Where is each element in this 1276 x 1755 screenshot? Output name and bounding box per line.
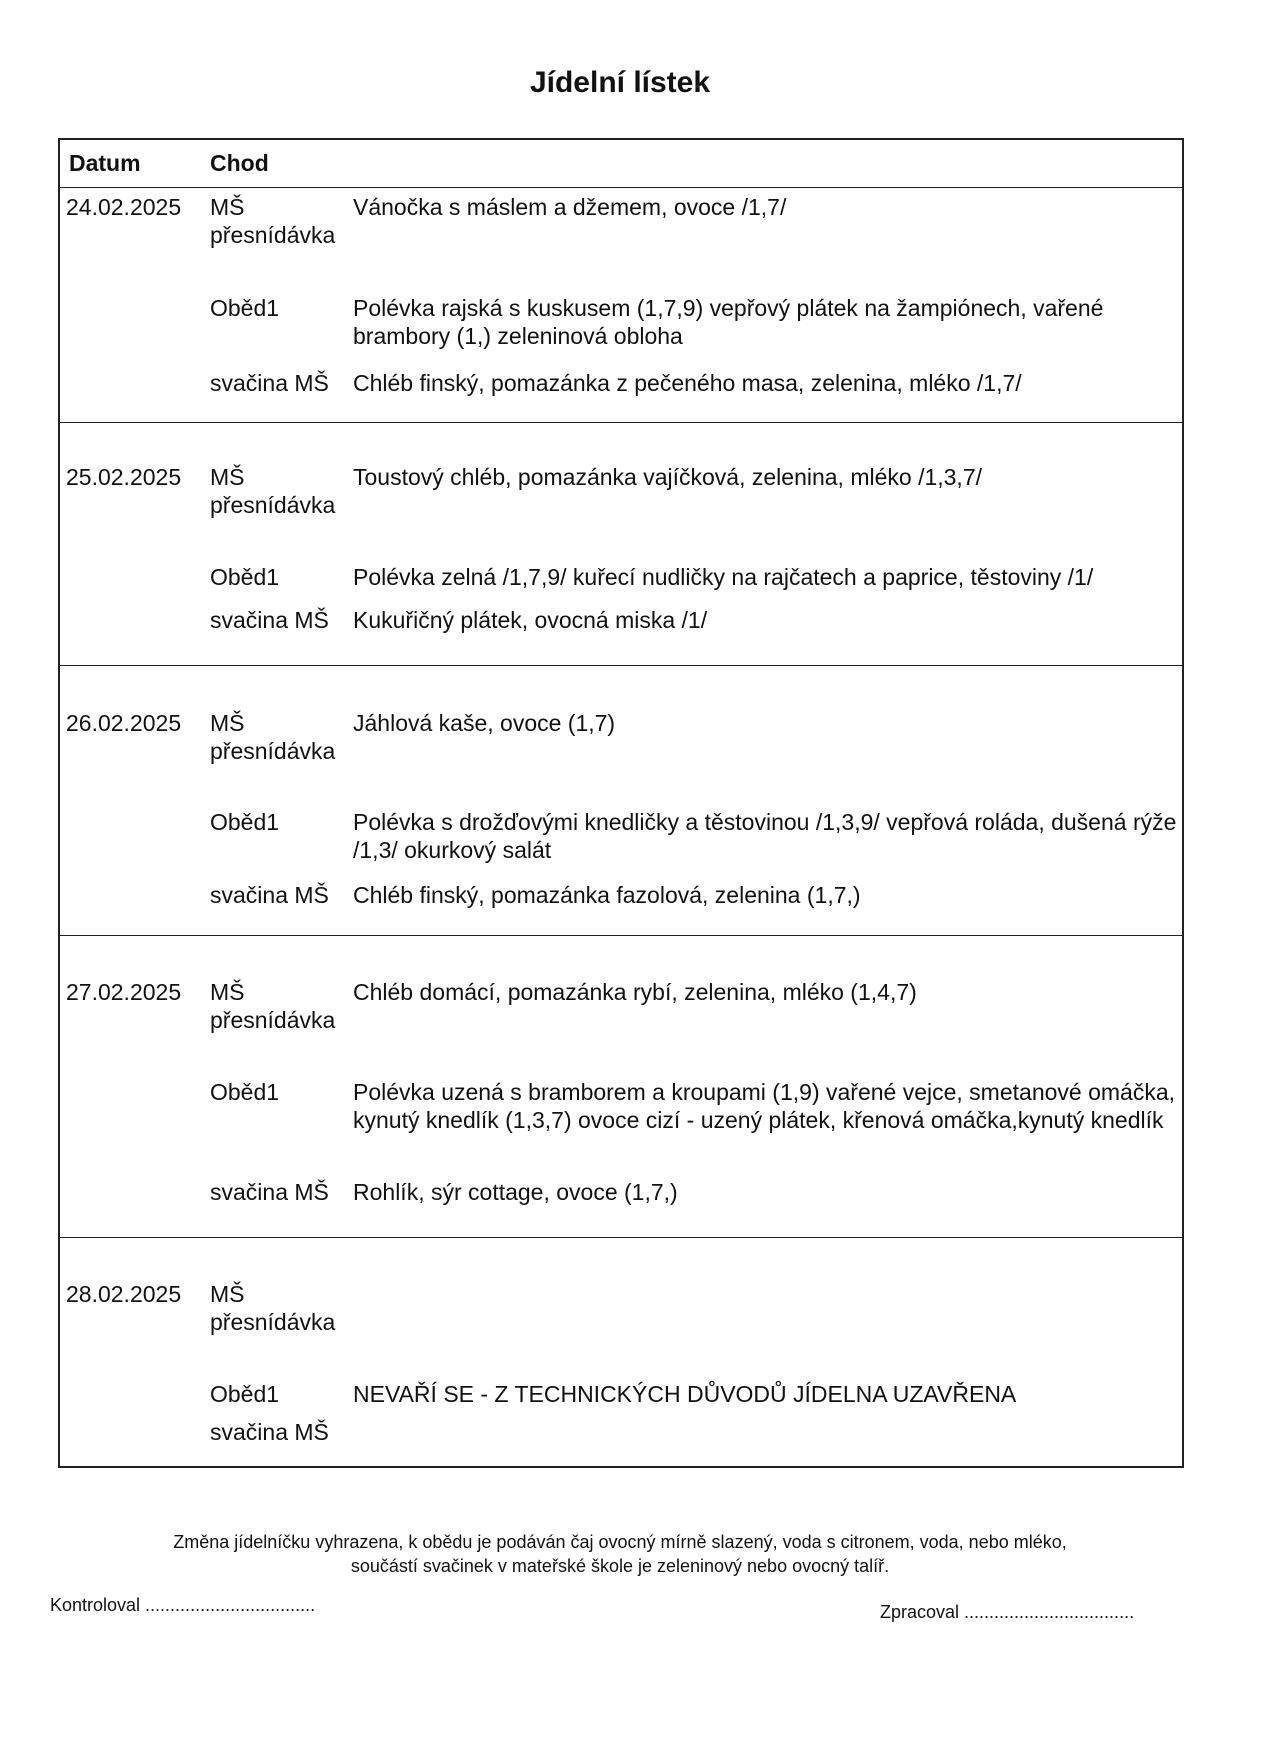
footer-note [60, 1530, 1180, 1578]
menu-table [58, 138, 1184, 1468]
day-block [60, 936, 1182, 1238]
day-block [60, 1238, 1182, 1466]
dish-text: Polévka uzená s bramborem a kroupami (1,9) vařené vejce, smetanové omáčka, kynutý knedlík (1,3,7) ovoce cizí - uzený plátek, křenová omáčka,kynutý knedlík [353, 1079, 1176, 1133]
course-label: Oběd1 [210, 295, 280, 321]
dish-text: Chléb finský, pomazánka fazolová, zelenina (1,7,) [353, 882, 861, 908]
course-label: Oběd1 [210, 809, 280, 835]
course-label: MŠ přesnídávka [210, 194, 336, 248]
page-title: Jídelní lístek [529, 66, 711, 99]
day-date: 27.02.2025 [66, 979, 182, 1005]
day-date: 25.02.2025 [66, 464, 182, 490]
header-date: Datum [69, 150, 141, 176]
header-course: Chod [210, 150, 269, 176]
checked-by-signature: Kontroloval .................................. [50, 1595, 316, 1615]
dish-text: Jáhlová kaše, ovoce (1,7) [353, 710, 616, 736]
dish-text: Polévka s drožďovými knedličky a těstovinou /1,3,9/ vepřová roláda, dušená rýže /1,3/ okurkový salát [353, 809, 1177, 863]
dish-text: NEVAŘÍ SE - Z TECHNICKÝCH DŮVODŮ JÍDELNA UZAVŘENA [353, 1381, 1017, 1407]
day-date: 24.02.2025 [66, 194, 182, 220]
footer-note-line: součástí svačinek v mateřské škole je zeleninový nebo ovocný talíř. [350, 1556, 890, 1576]
course-label: MŠ přesnídávka [210, 464, 336, 518]
course-label: svačina MŠ [210, 1419, 329, 1445]
course-label: svačina MŠ [210, 1179, 329, 1205]
dish-text: Rohlík, sýr cottage, ovoce (1,7,) [353, 1179, 678, 1205]
prepared-by-signature: Zpracoval .................................. [880, 1602, 1135, 1622]
footer-note-line: Změna jídelníčku vyhrazena, k obědu je podáván čaj ovocný mírně slazený, voda s citronem, voda, nebo mléko, [173, 1532, 1067, 1552]
course-label: svačina MŠ [210, 370, 329, 396]
day-block [60, 423, 1182, 666]
day-block [60, 187, 1182, 423]
course-label: svačina MŠ [210, 607, 329, 633]
course-label: Oběd1 [210, 1079, 280, 1105]
day-date: 28.02.2025 [66, 1281, 182, 1307]
day-block [60, 666, 1182, 936]
dish-text: Toustový chléb, pomazánka vajíčková, zelenina, mléko /1,3,7/ [353, 464, 983, 490]
dish-text: Kukuřičný plátek, ovocná miska /1/ [353, 607, 708, 633]
course-label: svačina MŠ [210, 882, 329, 908]
dish-text: Chléb domácí, pomazánka rybí, zelenina, mléko (1,4,7) [353, 979, 917, 1005]
day-date: 26.02.2025 [66, 710, 182, 736]
table-header [60, 140, 1182, 188]
dish-text: Polévka zelná /1,7,9/ kuřecí nudličky na rajčatech a paprice, těstoviny /1/ [353, 564, 1094, 590]
course-label: Oběd1 [210, 564, 280, 590]
course-label: MŠ přesnídávka [210, 1281, 336, 1335]
course-label: Oběd1 [210, 1381, 280, 1407]
dish-text: Chléb finský, pomazánka z pečeného masa, zelenina, mléko /1,7/ [353, 370, 1022, 396]
dish-text: Polévka rajská s kuskusem (1,7,9) vepřový plátek na žampiónech, vařené brambory (1,) zeleninová obloha [353, 295, 1104, 349]
dish-text: Vánočka s máslem a džemem, ovoce /1,7/ [353, 194, 787, 220]
course-label: MŠ přesnídávka [210, 710, 336, 764]
course-label: MŠ přesnídávka [210, 979, 336, 1033]
